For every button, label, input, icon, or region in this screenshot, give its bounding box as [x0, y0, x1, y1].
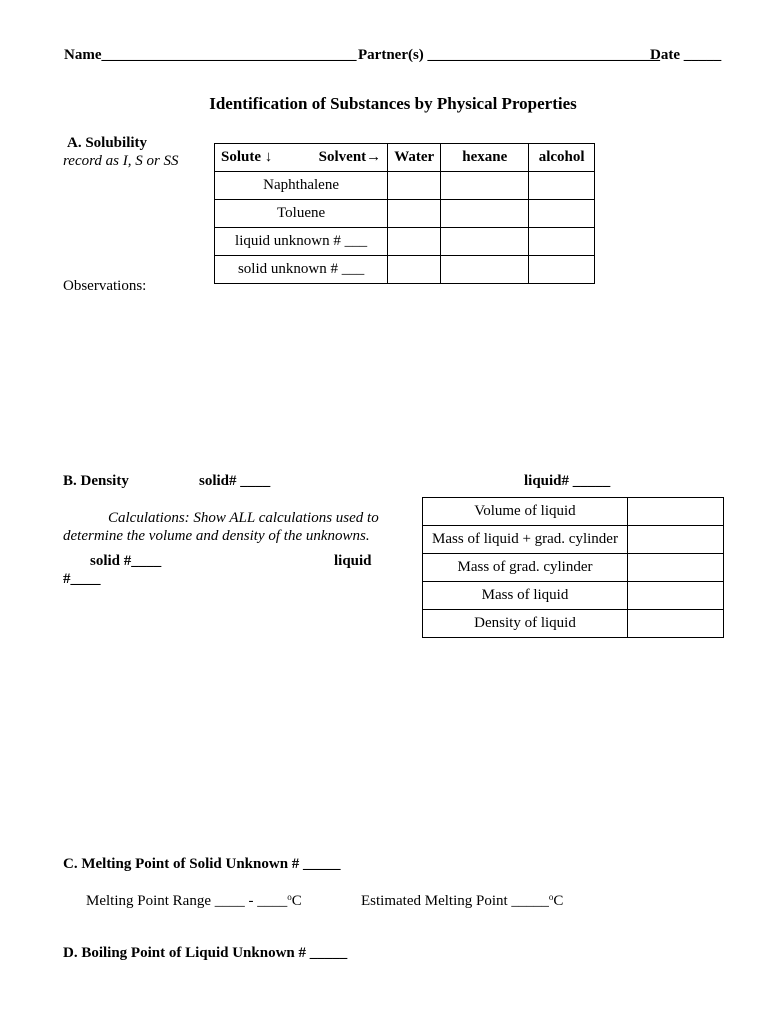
table-row — [215, 172, 595, 200]
result-cell[interactable] — [388, 172, 441, 200]
table-row — [423, 498, 724, 526]
result-cell[interactable] — [441, 228, 529, 256]
result-cell[interactable] — [529, 228, 595, 256]
melting-range-field[interactable] — [86, 892, 302, 910]
solubility-header-row — [215, 144, 595, 172]
result-cell[interactable] — [529, 200, 595, 228]
solubility-subtitle: record as I, S or SS — [63, 153, 179, 169]
solute-solvent-corner — [215, 144, 388, 172]
density-value-cell[interactable] — [628, 610, 724, 638]
result-cell[interactable] — [388, 228, 441, 256]
density-value-cell[interactable] — [628, 554, 724, 582]
table-row — [215, 200, 595, 228]
partners-field[interactable]: Partner(s) _______________________________ — [358, 47, 661, 63]
calc-liquid-number: #____ — [63, 571, 101, 587]
melting-range-label: Melting Point Range ____ - ____ — [86, 893, 288, 909]
density-table — [422, 497, 724, 638]
solubility-table — [214, 143, 595, 284]
solvent-label: Solvent→ — [318, 149, 382, 165]
result-cell[interactable] — [529, 256, 595, 284]
table-row — [215, 256, 595, 284]
degree-symbol: o — [287, 892, 292, 902]
density-value-cell[interactable] — [628, 498, 724, 526]
table-row — [423, 582, 724, 610]
result-cell[interactable] — [529, 172, 595, 200]
density-liquid-number[interactable]: liquid# _____ — [524, 473, 611, 489]
density-row-label: Volume of liquid — [423, 498, 628, 526]
density-row-label: Density of liquid — [423, 610, 628, 638]
date-field[interactable]: Date _____ — [650, 47, 722, 63]
density-solid-number[interactable]: solid# ____ — [199, 473, 271, 489]
density-row-label: Mass of grad. cylinder — [423, 554, 628, 582]
calc-liquid-label: liquid — [334, 553, 372, 569]
observations-label: Observations: — [63, 278, 147, 294]
solvent-water: Water — [388, 144, 441, 172]
result-cell[interactable] — [388, 200, 441, 228]
table-row — [423, 526, 724, 554]
solute-name: liquid unknown # ___ — [215, 228, 388, 256]
celsius-unit: C — [291, 893, 302, 909]
solute-name: solid unknown # ___ — [215, 256, 388, 284]
solute-name: Toluene — [215, 200, 388, 228]
result-cell[interactable] — [441, 256, 529, 284]
name-field[interactable]: Name__________________________________ — [64, 47, 357, 63]
table-row — [423, 554, 724, 582]
density-value-cell[interactable] — [628, 526, 724, 554]
calculations-instructions-line2: determine the volume and density of the unknowns. — [63, 528, 370, 544]
table-row — [215, 228, 595, 256]
table-row — [423, 610, 724, 638]
density-heading: B. Density — [63, 473, 129, 489]
degree-symbol: o — [548, 892, 554, 902]
density-row-label: Mass of liquid — [423, 582, 628, 610]
estimated-melting-field[interactable] — [361, 892, 563, 910]
solute-label: Solute ↓ — [221, 149, 273, 165]
melting-heading: C. Melting Point of Solid Unknown # _____ — [63, 856, 341, 872]
solubility-heading: A. Solubility — [67, 135, 148, 151]
solvent-alcohol: alcohol — [529, 144, 595, 172]
solvent-hexane: hexane — [441, 144, 529, 172]
result-cell[interactable] — [388, 256, 441, 284]
calculations-instructions-line1: Calculations: Show ALL calculations used to — [108, 510, 379, 526]
solute-name: Naphthalene — [215, 172, 388, 200]
calc-solid-label: solid #____ — [90, 553, 162, 569]
page-title: Identification of Substances by Physical Properties — [209, 94, 577, 113]
density-value-cell[interactable] — [628, 582, 724, 610]
boiling-heading: D. Boiling Point of Liquid Unknown # _____ — [63, 945, 348, 961]
celsius-unit: C — [553, 893, 564, 909]
density-row-label: Mass of liquid + grad. cylinder — [423, 526, 628, 554]
result-cell[interactable] — [441, 172, 529, 200]
result-cell[interactable] — [441, 200, 529, 228]
estimated-melting-label: Estimated Melting Point _____ — [361, 893, 549, 909]
